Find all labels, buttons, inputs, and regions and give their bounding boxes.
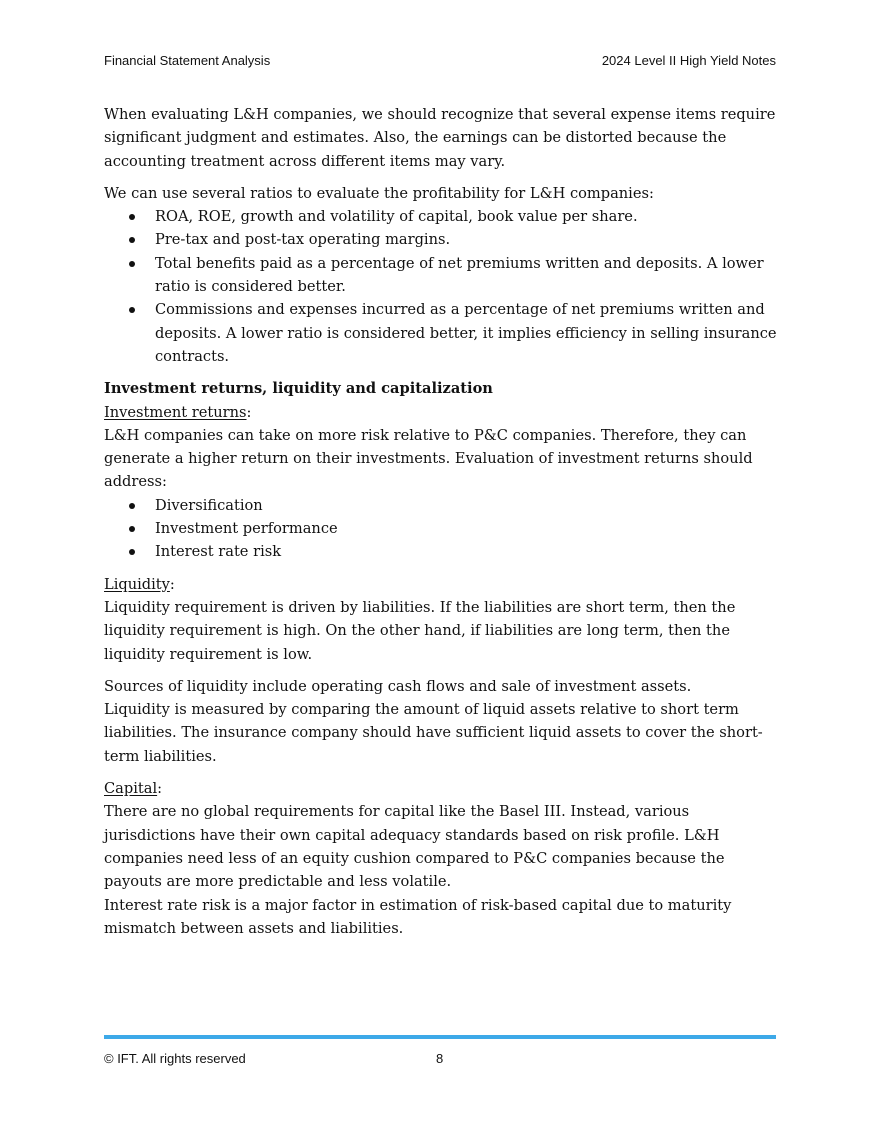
section-heading: Investment returns, liquidity and capitalization [104,380,493,398]
capital-paragraph: There are no global requirements for capital like the Basel III. Instead, various jurisdictions have their own capital adequacy standards based on risk profile. L&H companies need less of an equity cushion compared to P&C companies because the payouts are more predictable and less volatile. [104,803,725,891]
liquidity-paragraph: Liquidity requirement is driven by liabilities. If the liabilities are short term, then the liquidity requirement is high. On the other hand, if liabilities are long term, then the liquidity requirement is low. [104,598,736,663]
list-item: Commissions and expenses incurred as a percentage of net premiums written and deposits. A lower ratio is considered better, it implies efficiency in selling insurance contracts. [104,298,780,368]
list-item: Investment performance [104,517,780,540]
capital-interest-rate: Interest rate risk is a major factor in estimation of risk-based capital due to maturity mismatch between assets and liabilities. [104,896,732,937]
bullet-icon [129,526,135,532]
bullet-icon [129,214,135,220]
bullet-icon [129,549,135,555]
list-item: Diversification [104,494,780,517]
header-title: Financial Statement Analysis [104,53,271,68]
capital-heading: Capital: [104,780,163,798]
bullet-icon [129,307,135,313]
ratios-intro: We can use several ratios to evaluate the profitability for L&H companies: [104,184,654,202]
list-item: Total benefits paid as a percentage of net premiums written and deposits. A lower ratio is considered better. [104,252,780,299]
liquidity-sources: Sources of liquidity include operating cash flows and sale of investment assets. [104,677,692,695]
footer-divider [104,1035,776,1039]
page-number: 8 [436,1051,444,1066]
footer-copyright: © IFT. All rights reserved [104,1051,246,1066]
list-item: Pre-tax and post-tax operating margins. [104,228,780,251]
investment-list [104,494,780,564]
list-item: Interest rate risk [104,540,780,563]
ratios-list [104,205,780,368]
bullet-icon [129,503,135,509]
page-content [104,103,780,940]
bullet-icon [129,261,135,267]
intro-paragraph: When evaluating L&H companies, we should recognize that several expense items require significant judgment and estimates. Also, the earnings can be distorted because the accounting treatment across different items may vary. [104,106,776,170]
investment-returns-heading: Investment returns: [104,403,252,421]
liquidity-measure: Liquidity is measured by comparing the amount of liquid assets relative to short term liabilities. The insurance company should have sufficient liquid assets to cover the short-term liabilities. [104,701,763,765]
liquidity-heading: Liquidity: [104,575,175,593]
list-item: ROA, ROE, growth and volatility of capital, book value per share. [104,205,780,228]
header-subtitle: 2024 Level II High Yield Notes [601,53,776,68]
bullet-icon [129,237,135,243]
investment-returns-text: L&H companies can take on more risk relative to P&C companies. Therefore, they can generate a higher return on their investments. Evaluation of investment returns should address: [104,426,753,491]
